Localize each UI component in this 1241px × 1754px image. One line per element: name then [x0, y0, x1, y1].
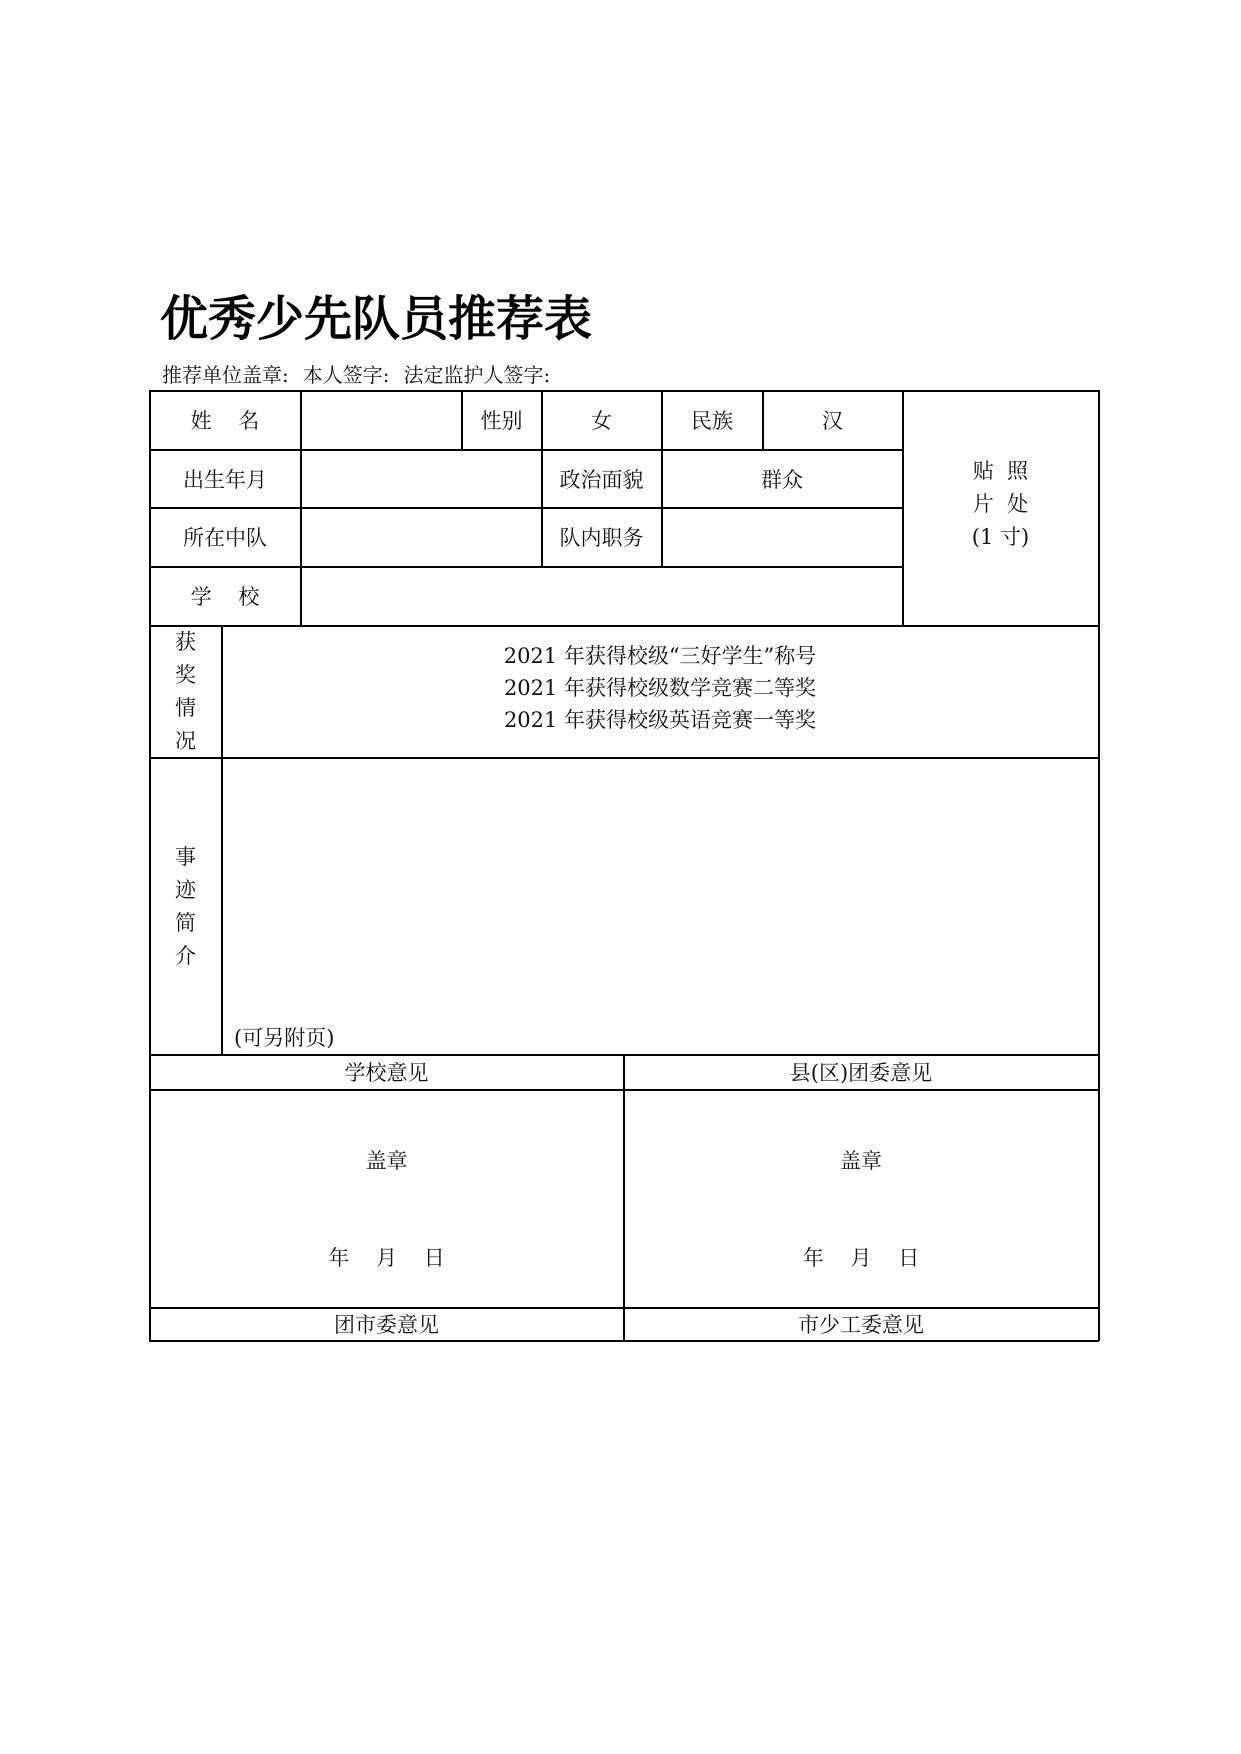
- position-value[interactable]: [662, 508, 902, 566]
- squad-value[interactable]: [301, 508, 541, 566]
- page-title: 优秀少先队员推荐表: [160, 291, 593, 347]
- school-label: 学 校: [190, 585, 260, 609]
- ethnicity-label: 民族: [691, 409, 733, 433]
- awards-label-char: 况: [175, 729, 196, 753]
- self-sign-label: 本人签字:: [302, 363, 390, 387]
- ethnicity-value[interactable]: 汉: [822, 409, 843, 433]
- county-opinion-label: 县(区)团委意见: [789, 1061, 933, 1085]
- city-league-opinion-label: 团市委意见: [334, 1313, 439, 1337]
- guardian-sign-label: 法定监护人签字:: [403, 363, 551, 387]
- row-divider: [149, 625, 1099, 627]
- signature-line: [162, 359, 564, 388]
- deeds-label-char: 简: [175, 911, 196, 935]
- county-date: 年 月 日: [802, 1246, 920, 1270]
- position-label: 队内职务: [559, 526, 644, 550]
- school-opinion-label: 学校意见: [344, 1061, 429, 1085]
- unit-seal-label: 推荐单位盖章:: [162, 363, 289, 387]
- award-item: 2021 年获得校级英语竞赛一等奖: [503, 708, 817, 732]
- table-border-right: [1098, 390, 1100, 1341]
- school-opinion-box[interactable]: [150, 1090, 623, 1307]
- political-value[interactable]: 群众: [761, 467, 803, 492]
- photo-line-2: 片 处: [972, 492, 1029, 516]
- awards-list: [222, 640, 1098, 736]
- city-youth-opinion-label: 市少工委意见: [798, 1313, 924, 1337]
- name-value[interactable]: [301, 391, 461, 449]
- deeds-content[interactable]: [222, 758, 1098, 1054]
- deeds-label-char: 介: [175, 944, 196, 968]
- birth-value[interactable]: [301, 450, 541, 507]
- deeds-label-char: 迹: [175, 878, 196, 902]
- award-item: 2021 年获得校级“三好学生”称号: [503, 644, 817, 668]
- squad-label: 所在中队: [183, 526, 267, 550]
- award-item: 2021 年获得校级数学竞赛二等奖: [503, 676, 817, 700]
- awards-label: [150, 626, 221, 758]
- photo-line-3: (1 寸): [971, 525, 1030, 549]
- birth-label: 出生年月: [183, 467, 267, 492]
- deeds-label-char: 事: [175, 845, 196, 869]
- gender-label: 性别: [480, 409, 523, 433]
- awards-label-char: 情: [175, 696, 196, 720]
- county-seal: 盖章: [840, 1149, 882, 1173]
- political-label: 政治面貌: [559, 467, 644, 492]
- photo-placeholder: [903, 455, 1098, 554]
- awards-label-char: 奖: [175, 663, 196, 687]
- county-opinion-box[interactable]: [624, 1090, 1098, 1307]
- school-value[interactable]: [301, 567, 902, 625]
- school-date: 年 月 日: [328, 1246, 445, 1270]
- school-seal: 盖章: [365, 1149, 408, 1173]
- awards-label-char: 获: [175, 630, 196, 654]
- photo-line-1: 贴 照: [972, 459, 1029, 483]
- deeds-label: [150, 841, 221, 973]
- gender-value[interactable]: 女: [591, 409, 612, 433]
- name-label: 姓 名: [190, 409, 260, 433]
- deeds-note: (可另附页): [234, 1026, 335, 1050]
